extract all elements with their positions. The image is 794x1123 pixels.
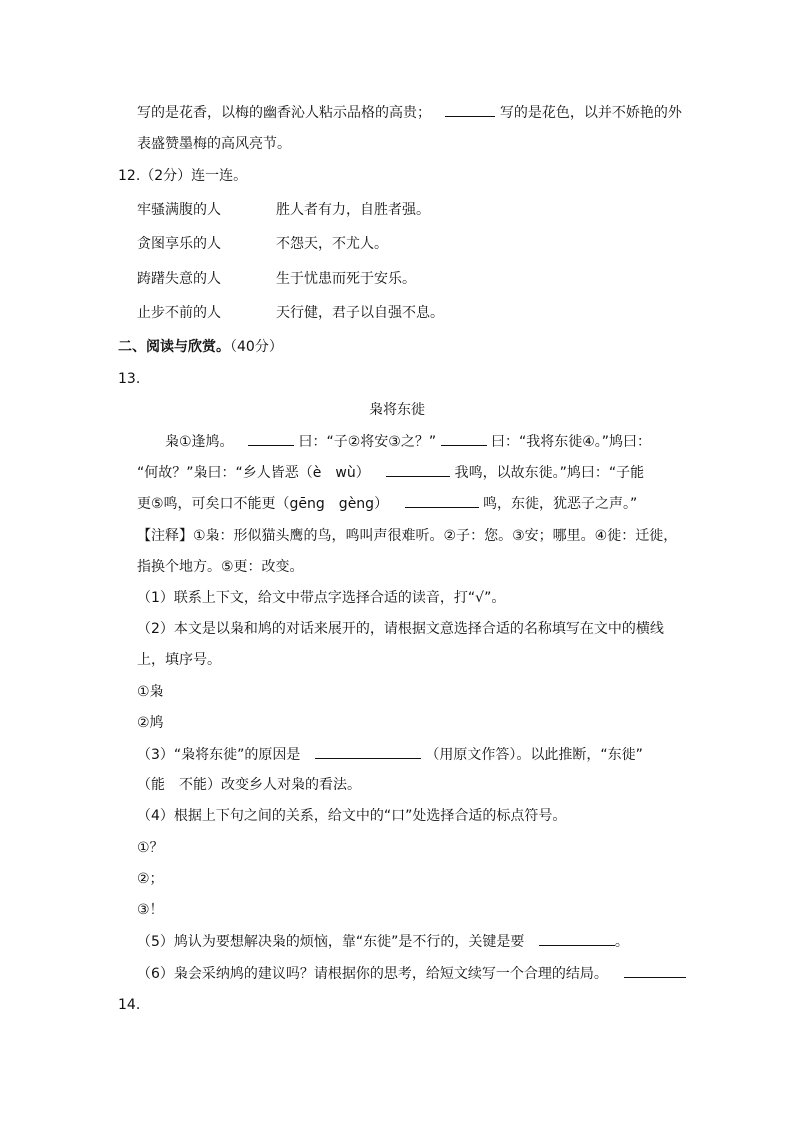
question-12-header: 12.（2分）连一连。 [118,168,248,184]
option-owl[interactable]: ①枭 [137,684,164,700]
continuation-line-2: 表盛赞墨梅的高风亮节。 [137,136,291,152]
subquestion-6: （6）枭会采纳鸠的建议吗？请根据你的思考，给短文续写一个合理的结局。 [137,963,686,984]
punctuation-option[interactable]: ②； [137,871,164,887]
answer-blank[interactable] [445,102,495,117]
passage-line-1: 枭①逢鸠。 曰：“子②将安③之？” 曰：“我将东徙④。”鸠曰： [165,431,651,452]
match-left-item[interactable]: 贪图享乐的人 [137,236,221,252]
punctuation-option[interactable]: ③！ [137,902,164,918]
subquestion-2-line-2: 上，填序号。 [137,652,221,668]
passage-line-2: “何故？”枭曰：“乡人皆恶（è wù） 我鸣，以故东徙。”鸠曰：“子能 [137,462,644,483]
subquestion-5: （5）鸠认为要想解决枭的烦恼，靠“东徙”是不行的，关键是要 。 [137,931,629,952]
answer-blank[interactable] [315,744,421,759]
answer-blank[interactable] [248,431,294,446]
match-right-item[interactable]: 生于忧患而死于安乐。 [276,271,416,287]
match-left-item[interactable]: 止步不前的人 [137,305,221,321]
punctuation-option[interactable]: ①？ [137,840,164,856]
answer-blank[interactable] [441,431,487,446]
subquestion-4: （4）根据上下句之间的关系，给文中的“口”处选择合适的标点符号。 [137,808,567,824]
match-right-item[interactable]: 天行健，君子以自强不息。 [276,305,444,321]
answer-blank[interactable] [624,963,686,978]
question-14-number: 14. [118,997,141,1013]
annotation-line-2: 指换个地方。⑤更：改变。 [137,559,304,575]
subquestion-2-line-1: （2）本文是以枭和鸠的对话来展开的，请根据文意选择合适的名称填写在文中的横线 [137,621,664,637]
match-right-item[interactable]: 胜人者有力，自胜者强。 [276,202,430,218]
question-13-number: 13. [118,371,141,387]
answer-blank[interactable] [405,493,479,508]
option-dove[interactable]: ②鸠 [137,715,164,731]
subquestion-3-line-1: （3）“枭将东徙”的原因是 （用原文作答）。以此推断，“东徙” [137,744,643,765]
passage-title: 枭将东徙 [369,402,425,418]
annotation-line-1: 【注释】①枭：形似猫头鹰的鸟，鸣叫声很难听。②子：您。③安；哪里。④徙：迁徙， [137,528,678,544]
answer-blank[interactable] [386,462,450,477]
subquestion-3-line-2: （能 不能）改变乡人对枭的看法。 [137,777,361,793]
section-heading: 二、阅读与欣赏。（40分） [118,339,283,355]
match-left-item[interactable]: 踌躇失意的人 [137,271,221,287]
continuation-line-1: 写的是花香，以梅的幽香沁人粘示品格的高贵； 写的是花色，以并不娇艳的外 [137,102,682,123]
answer-blank[interactable] [539,931,615,946]
passage-line-3: 更⑤鸣，可矣口不能更（gēng gèng） 鸣，东徙，犹恶子之声。” [137,493,637,514]
match-left-item[interactable]: 牢骚满腹的人 [137,202,221,218]
subquestion-1: （1）联系上下文，给文中带点字选择合适的读音，打“√”。 [137,590,506,606]
match-right-item[interactable]: 不怨天，不尤人。 [276,236,388,252]
